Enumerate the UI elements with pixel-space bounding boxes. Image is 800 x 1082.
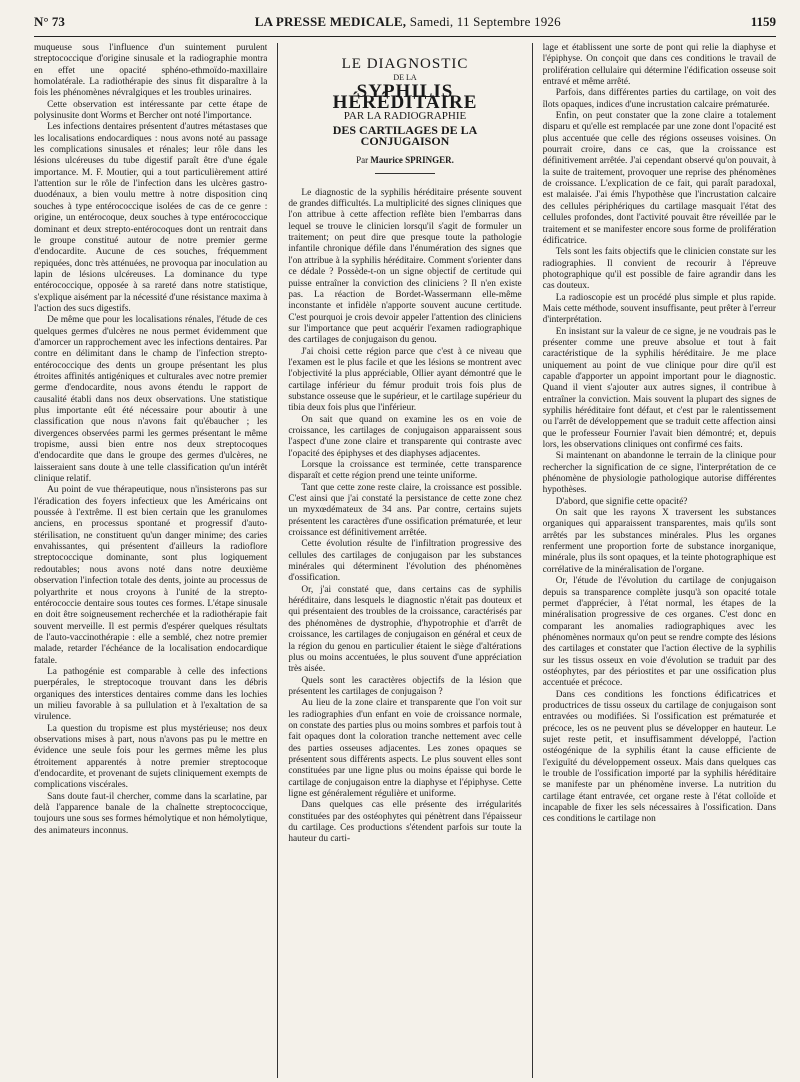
paragraph: La question du tropisme est plus mystérieuse; nos deux observations mises à part, nous n'avons pas pu le mettre en évidence une seule fois pour les germes même les plus étroitement apparentés à notre premier streptocoque d'endocardite, et provenant de sujets cliniquement exempts de complications viscérales. — [34, 723, 268, 791]
title-line-5: DES CARTILAGES DE LA CONJUGAISON — [332, 122, 478, 149]
paragraph: La pathogénie est comparable à celle des infections puerpérales, le streptocoque trouvant dans les débris organiques des interstices dentaires comme dans les lochies un milieu favorable à sa pullulation et à l'exaltation de sa virulence. — [34, 666, 268, 723]
paragraph: On sait que les rayons X traversent les substances organiques qui apparaissent transparentes, mais qu'ils sont arrêtés par les substances minérales. Plus les organes renferment une proportion forte de substance inorganique, minérale, plus ils sont opaques, et la teinte photographique est corrélative de la minéralisation de l'organe. — [542, 508, 777, 575]
paragraph: La radioscopie est un procédé plus simple et plus rapide. Mais cette méthode, souvent insuffisante, peut prêter à l'erreur d'interprétation. — [542, 292, 777, 326]
column-right — [543, 43, 776, 1078]
title-line-1: LE DIAGNOSTIC — [341, 56, 469, 72]
paragraph: Dans ces conditions les fonctions édificatrices et productrices de tissu osseux du cartilage de conjugaison sont entravées ou modifiées. Si l'ossification est prématurée et précoce, les os ne peuvent plus se développer en hauteur. Le sujet reste petit, et insuffisamment développé, l'action ostéogénique de la syphilis étant la cause efficiente de l'exiguïté du développement osseux. Mais dans quelques cas le trouble de l'ossification importé par la syphilis héréditaire se manifeste par un phénomène inverse. La nutrition du cartilage étant entravée, cet organe reste à l'état colloïde et incapable de fixer les sels nécessaires à l'ossification. Dans ces conditions le cartilage non — [542, 689, 777, 825]
paragraph: Quels sont les caractères objectifs de la lésion que présentent les cartilages de conjugaison ? — [288, 675, 522, 697]
issue-number: N° 73 — [34, 14, 65, 29]
paragraph: Au point de vue thérapeutique, nous n'insisterons pas sur l'éradication des foyers infectieux que les Américains ont poussée à l'extrême. Il est bien certain que les granulomes anciens, en processus spontané et progressif d'auto-stérilisation, ne constituent qu'un danger minime; des caries envahissantes, qui présentent d'ailleurs la radioflore streptococcique dominante, sont plus logiquement redoutables; nous avons noté dans notre deuxième observation l'infection totale des dents, jointe au processus de polyarthrite et nous croyons à l'unité de la strepto-entérococcie dentaire sous toutes ces formes. L'étape sinusale en doit être soigneusement recherchée et la radiothérapie fait souvent merveille. Il est permis d'espérer quelques résultats de l'auto-vaccinothérapie : elle a semblé, chez notre premier malade, retarder l'échéance de la localisation endocardique fatale. — [34, 485, 268, 666]
paragraph: Au lieu de la zone claire et transparente que l'on voit sur les radiographies d'un enfant en voie de croissance normale, on constate des parties plus ou moins sombres et parfois tout à fait opaques dont la coloration tranche nettement avec celle des parties osseuses adjacentes. Les zones opaques se présentent sous différents aspects. Le plus souvent elles sont constituées par une ligne plus ou moins épaisse qui borde le cartilage de conjugaison entre la diaphyse et l'épiphyse. Cette ligne est généralement régulière et uniforme. — [288, 698, 522, 799]
paragraph: Lorsque la croissance est terminée, cette transparence disparaît et cette région prend une teinte uniforme. — [288, 460, 522, 482]
column-left — [34, 43, 267, 1078]
column-middle-body — [288, 188, 521, 846]
title-rule — [375, 173, 435, 174]
paragraph: Cette observation est intéressante par cette étape de polysinusite dont Worms et Bercher ont noté l'importance. — [34, 99, 268, 122]
paragraph: Parfois, dans différentes parties du cartilage, on voit des îlots opaques, indices d'une incrustation calcaire prématurée. — [542, 88, 777, 110]
running-header — [34, 0, 776, 37]
text-columns — [34, 43, 776, 1078]
column-middle — [288, 43, 521, 1078]
paragraph: Or, l'étude de l'évolution du cartilage de conjugaison depuis sa transparence complète jusqu'à son opacité totale permet d'apprécier, à l'état normal, les étapes de la minéralisation progressive de ces organes. C'est donc en comparant les anomalies radiographiques avec les phénomènes normaux qu'on peut se rendre compte des lésions des cartilages et constater que l'action élective de la syphilis sur les tissus osseux en voie d'évolution se traduit par des ostéophytes, par des périostites et par une ossification plus accentuée et précoce. — [542, 576, 777, 689]
paragraph: muqueuse sous l'influence d'un suintement purulent streptococcique d'origine sinusale et la radiographie montra en effet une opacité sphéno-ethmoïdo-maxillaire homolatérale. La radiothérapie des sinus fit disparaître à la fois les phénomènes névralgiques et les troubles urinaires. — [34, 43, 268, 99]
paragraph: On sait que quand on examine les os en voie de croissance, les cartilages de conjugaison apparaissent sous l'aspect d'une zone claire et transparente qui contraste avec l'opacité des épiphyses et des diaphyses adjacentes. — [288, 414, 522, 459]
article-heading — [288, 56, 521, 174]
paragraph: J'ai choisi cette région parce que c'est à ce niveau que l'examen est le plus facile et que les lésions se montrent avec l'objectivité la plus appréciable, Ollier ayant démontré que le cartilage inférieur du fémur produit trois fois plus de substance osseuse que le supérieur, et le cartilage supérieur du tibia deux fois plus que l'inférieur. — [288, 346, 522, 414]
journal-title — [255, 14, 561, 30]
paragraph: En insistant sur la valeur de ce signe, je ne voudrais pas le présenter comme une preuve absolue et tout à fait caractéristique de la syphilis héréditaire. Je me place uniquement au point de vue clinique pour dire qu'il est capable d'apporter un appoint important pour le diagnostic. Quand il vient s'ajouter aux autres signes, il contribue à entraîner la conviction. Mais souvent la plupart des signes de syphilis héréditaire font défaut, et c'est par le ralentissement ou l'arrêt de développement que se traduit cette affection ainsi que le professeur Fournier l'avait bien démontré; et, depuis lors, les observations cliniques ont confirmé ces faits. — [542, 326, 777, 451]
author-byline — [288, 155, 521, 166]
paragraph: Si maintenant on abandonne le terrain de la clinique pour rechercher la signification de ce signe, l'interprétation de ce phénomène de physiologie pathologique autorise différentes hypothèses. — [542, 451, 777, 496]
paragraph: lage et établissent une sorte de pont qui relie la diaphyse et l'épiphyse. On conçoit que dans ces conditions le travail de prolifération cellulaire qui détermine l'édification osseuse soit entravé et même arrêté. — [542, 43, 777, 88]
title-line-2: DE LA — [393, 73, 417, 83]
paragraph: D'abord, que signifie cette opacité? — [555, 496, 688, 507]
issue-date: Samedi, 11 Septembre 1926 — [409, 14, 561, 29]
paragraph: Dans quelques cas elle présente des irrégularités constituées par des ostéophytes qui pénètrent dans l'épaisseur du cartilage. Ces productions s'étendent parfois sur toute la hauteur du carti- — [288, 800, 522, 845]
paragraph: Tels sont les faits objectifs que le clinicien constate sur les radiographies. Il convient de recourir à l'épreuve photographique qu'il est possible de faire agrandir dans les cas douteux. — [542, 247, 777, 292]
column-divider — [277, 43, 278, 1078]
title-line-3: SYPHILIS HÉRÉDITAIRE — [332, 80, 478, 114]
paragraph: Tant que cette zone reste claire, la croissance est possible. C'est ainsi que j'ai constaté la persistance de cette zone chez un myxœdémateux de 34 ans. Par contre, certains sujets présentent les caractères d'une ossification prématurée, et leur croissance est définitivement arrêtée. — [288, 482, 522, 539]
paragraph: Enfin, on peut constater que la zone claire a totalement disparu et qu'elle est remplacée par une zone dont l'opacité est plus accentuée que celle des régions osseuses voisines. On pourrait croire, dans ce cas, que la croissance est définitivement arrêtée. J'ai cependant observé qu'on pouvait, à la suite de traitement, provoquer une reprise des phénomènes de croissance. L'explication de ce fait, qui paraît paradoxal, est malaisée. J'ai émis l'hypothèse que l'incrustation calcaire des cellules périphériques du cartilage masquait l'état des cellules profondes, dont l'activité pouvait être réveillée par le traitement et se manifester encore sous forme de prolifération édificatrice. — [542, 111, 777, 246]
author-name: Maurice SPRINGER. — [370, 155, 454, 166]
paragraph: Or, j'ai constaté que, dans certains cas de syphilis héréditaire, dans lesquels le diagnostic n'était pas douteux et qui présentaient des troubles de la croissance, caractérisés par des phénomènes de dystrophie, d'hypotrophie et d'arrêt de croissance, les cartilages de conjugaison en général et ceux de la région du genou en particulier étaient le siège d'altérations plus ou moins accentuées, le plus souvent d'une appréciation très aisée. — [288, 584, 522, 675]
paragraph: Le diagnostic de la syphilis héréditaire présente souvent de grandes difficultés. La multiplicité des signes cliniques que l'on attribue à cette affection reflète bien l'embarras dans lequel se trouve le clinicien lorsqu'il s'agit de formuler un traitement; on peut dire que presque toute la pathologie infantile chronique défile dans l'énumération des signes que l'on attribue à la syphilis héréditaire. Comment s'orienter dans ce dédale ? Possède-t-on un signe objectif de certitude qui puisse entraîner la conviction des cliniciens ? Il n'en existe pas. La réaction de Bordet-Wassermann elle-même inconstante et infidèle n'apporte souvent aucune certitude. C'est pourquoi je crois devoir appeler l'attention des cliniciens sur l'importance que peut acquérir l'examen radiographique des cartilages de conjugaison du genou. — [288, 187, 522, 346]
page-number: 1159 — [750, 14, 776, 29]
author-prefix: Par — [356, 155, 369, 166]
paragraph: Les infections dentaires présentent d'autres métastases que les localisations endocardiques : nous avons noté au passage les complications sinusales et rénales; leur rôle dans les lésions ulcéreuses du tube digestif paraît être d'une égale importance. M. F. Moutier, qui a tout particulièrement attiré l'attention sur le rôle de l'infection dans les ulcères gastro-duodénaux, a bien voulu mettre à notre disposition cinq souches à type entérococcique isolées de cas de ce genre : origine, un entérocoque, deux souches à type entérococcique dominant et deux strepto-entérocoques dont un rentrait dans le groupe constitué autour de notre premier germe d'endocardite. Aucune de ces souches, fréquemment repiquées, donc très atténuées, ne provoqua par inoculation au lapin de lésions ulcéreuses. La dominance du type entérococcique, opposée à sa rareté dans notre statistique, s'explique aisément par la nécessité d'une résistance maxima à l'action des sucs digestifs. — [34, 122, 268, 314]
paragraph: Cette évolution résulte de l'infiltration progressive des cellules des cartilages de conjugaison par les substances minérales qui déterminent l'évolution des phénomènes d'ossification. — [288, 539, 522, 584]
journal-name: LA PRESSE MEDICALE, — [254, 14, 407, 29]
column-divider — [532, 43, 533, 1078]
title-line-4: PAR LA RADIOGRAPHIE — [343, 110, 467, 123]
paragraph: Sans doute faut-il chercher, comme dans la scarlatine, par delà l'apparence banale de la chaînette streptococcique, toujours une sous ses formes hémolytique et non hémolytique, des animateurs inconnus. — [34, 791, 268, 836]
paragraph: De même que pour les localisations rénales, l'étude de ces quelques germes d'ulcères ne nous permet évidemment que d'amorcer un rapprochement avec les infections dentaires. Par contre en délimitant dans le champ de l'infection strepto-entérococcique des dents un groupe présentant les plus étroites affinités antigéniques et culturales avec notre premier germe d'endocardite, nous avons étendu le rapport de causalité établi dans nos deux observations. Une statistique plus importante eût été nécessaire pour aboutir à une classification que nous n'avons fait qu'ébaucher ; les divergences observées parmi les germes présentant le même tropisme, aussi bien entre nos deux streptocoques d'endocardite que dans le groupe des germes d'ulcères, ne laisseraient sans doute à une telle classification qu'un intérêt clinique relatif. — [34, 315, 268, 485]
